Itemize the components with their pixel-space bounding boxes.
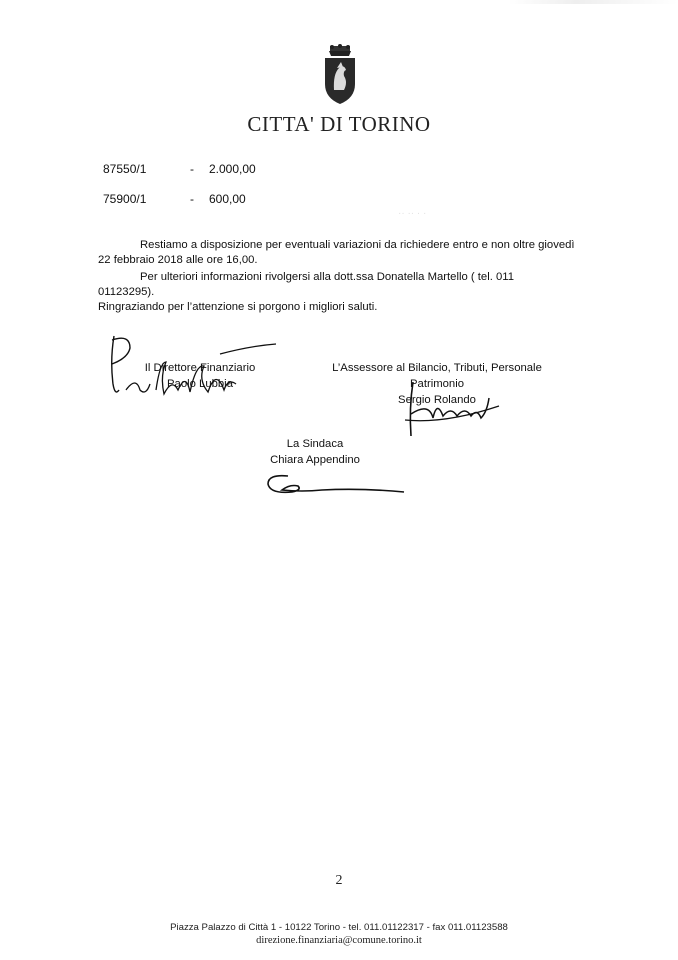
amount-value: 600,00 (209, 192, 246, 206)
director-signature (100, 332, 280, 407)
amount-row (103, 162, 256, 176)
amount-code: 87550/1 (103, 162, 147, 176)
mayor-signature (262, 470, 412, 500)
footer-email: direzione.finanziaria@comune.torino.it (256, 934, 422, 946)
director-name: Paolo Lubbia (167, 378, 233, 390)
amount-value: 2.000,00 (209, 162, 256, 176)
scan-shadow (0, 0, 678, 4)
footer-address: Piazza Palazzo di Città 1 - 10122 Torino - tel. 011.01122317 - fax 011.01123588 (170, 922, 508, 933)
body-line: 01123295). (98, 286, 155, 298)
amount-separator: - (190, 192, 194, 206)
body-line: Per ulteriori informazioni rivolgersi alla dott.ssa Donatella Martello ( tel. 011 (140, 271, 515, 283)
body-line: 22 febbraio 2018 alle ore 16,00. (98, 254, 258, 266)
closing-line: Ringraziando per l’attenzione si porgono i migliori saluti. (98, 301, 378, 313)
mayor-title: La Sindaca (286, 438, 344, 450)
director-title: Il Direttore Finanziario (144, 362, 256, 374)
amount-row (103, 192, 246, 206)
assessor-name: Sergio Rolando (398, 394, 476, 406)
mayor-name: Chiara Appendino (270, 454, 360, 466)
footer (0, 922, 678, 947)
scan-artifact: ·· ·· · · (398, 208, 427, 219)
page-number: 2 (335, 873, 343, 888)
amount-separator: - (190, 162, 194, 176)
assessor-signature (395, 378, 505, 440)
body-line: Restiamo a disposizione per eventuali variazioni da richiedere entro e non oltre giovedì (140, 239, 575, 251)
city-name: CITTA' DI TORINO (247, 112, 431, 136)
assessor-title: L’Assessore al Bilancio, Tributi, Personale (332, 362, 542, 374)
city-crest-icon (322, 44, 358, 106)
amount-code: 75900/1 (103, 192, 147, 206)
assessor-title-line2: Patrimonio (410, 378, 464, 390)
